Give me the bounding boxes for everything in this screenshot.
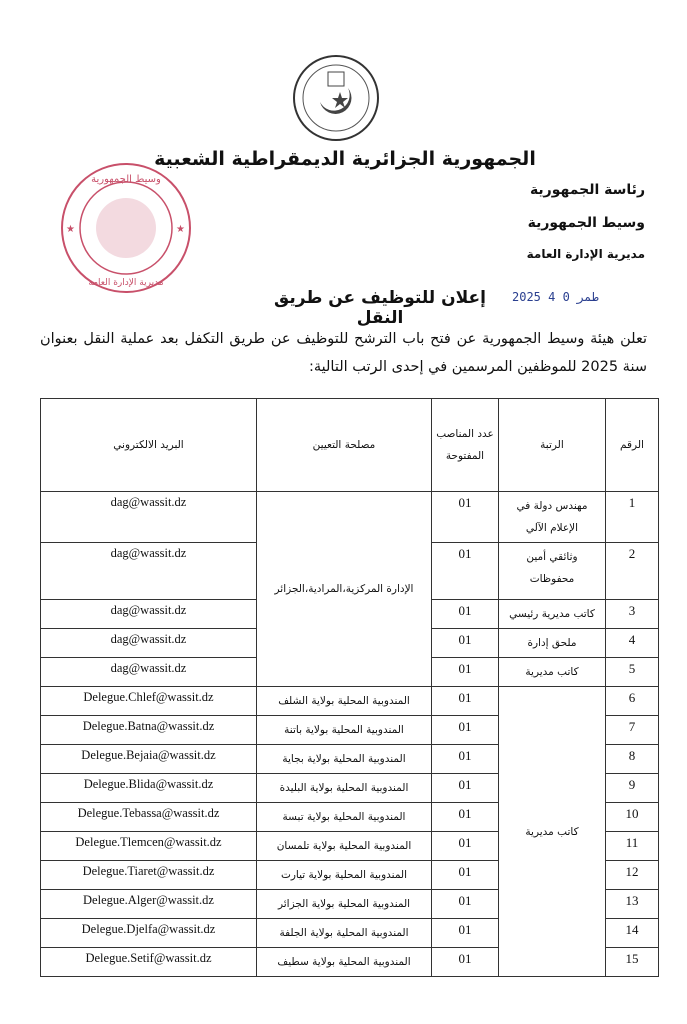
svg-text:مديرية الإدارة العامة: مديرية الإدارة العامة bbox=[88, 278, 164, 288]
row-count: 01 bbox=[432, 774, 499, 803]
row-number: 1 bbox=[606, 492, 659, 543]
national-emblem-icon bbox=[290, 52, 382, 144]
row-service: المندوبية المحلية بولاية البليدة bbox=[257, 774, 432, 803]
row-count: 01 bbox=[432, 861, 499, 890]
row-grade: كاتب مديرية رئيسي bbox=[499, 600, 606, 629]
row-count: 01 bbox=[432, 745, 499, 774]
row-service: المندوبية المحلية بولاية الجزائر bbox=[257, 890, 432, 919]
row-email: Delegue.Tiaret@wassit.dz bbox=[41, 861, 257, 890]
row-number: 11 bbox=[606, 832, 659, 861]
row-grade: مهندس دولة في الإعلام الآلي bbox=[499, 492, 606, 543]
row-number: 5 bbox=[606, 658, 659, 687]
row-number: 12 bbox=[606, 861, 659, 890]
row-email: Delegue.Setif@wassit.dz bbox=[41, 948, 257, 977]
row-count: 01 bbox=[432, 919, 499, 948]
row-count: 01 bbox=[432, 687, 499, 716]
row-number: 9 bbox=[606, 774, 659, 803]
col-count: عدد المناصب المفتوحة bbox=[432, 399, 499, 492]
row-email: dag@wassit.dz bbox=[41, 492, 257, 543]
svg-text:وسيط الجمهورية: وسيط الجمهورية bbox=[91, 174, 161, 185]
row-service: المندوبية المحلية بولاية باتنة bbox=[257, 716, 432, 745]
announcement-title: إعلان للتوظيف عن طريق النقل bbox=[274, 288, 486, 328]
row-email: dag@wassit.dz bbox=[41, 629, 257, 658]
row-service: المندوبية المحلية بولاية بجاية bbox=[257, 745, 432, 774]
row-email: Delegue.Tlemcen@wassit.dz bbox=[41, 832, 257, 861]
org-mediator: وسيط الجمهورية bbox=[527, 215, 645, 231]
official-stamp bbox=[58, 160, 194, 296]
row-count: 01 bbox=[432, 600, 499, 629]
col-grade: الرتبة bbox=[499, 399, 606, 492]
col-email: البريد الالكتروني bbox=[41, 399, 257, 492]
row-grade: ملحق إدارة bbox=[499, 629, 606, 658]
row-grade: وثائقي أمين محفوظات bbox=[499, 543, 606, 600]
date-stamp: 2025 طمر 0 4 bbox=[512, 290, 599, 304]
positions-table bbox=[40, 398, 659, 977]
svg-text:★: ★ bbox=[176, 224, 185, 235]
row-number: 13 bbox=[606, 890, 659, 919]
row-number: 2 bbox=[606, 543, 659, 600]
row-number: 4 bbox=[606, 629, 659, 658]
row-count: 01 bbox=[432, 832, 499, 861]
row-number: 8 bbox=[606, 745, 659, 774]
org-directorate: مديرية الإدارة العامة bbox=[526, 247, 645, 261]
row-service: المندوبية المحلية بولاية تبسة bbox=[257, 803, 432, 832]
row-number: 15 bbox=[606, 948, 659, 977]
table-row bbox=[41, 687, 659, 716]
row-count: 01 bbox=[432, 543, 499, 600]
row-number: 14 bbox=[606, 919, 659, 948]
svg-text:★: ★ bbox=[66, 224, 75, 235]
row-service: المندوبية المحلية بولاية الشلف bbox=[257, 687, 432, 716]
row-email: dag@wassit.dz bbox=[41, 543, 257, 600]
row-number: 10 bbox=[606, 803, 659, 832]
table-header-row bbox=[41, 399, 659, 492]
republic-heading: الجمهورية الجزائرية الديمقراطية الشعبية bbox=[154, 148, 536, 170]
row-email: dag@wassit.dz bbox=[41, 658, 257, 687]
row-number: 7 bbox=[606, 716, 659, 745]
row-count: 01 bbox=[432, 716, 499, 745]
row-email: Delegue.Alger@wassit.dz bbox=[41, 890, 257, 919]
row-service: المندوبية المحلية بولاية تيارت bbox=[257, 861, 432, 890]
row-service: المندوبية المحلية بولاية سطيف bbox=[257, 948, 432, 977]
row-count: 01 bbox=[432, 629, 499, 658]
row-grade: كاتب مديرية bbox=[499, 687, 606, 977]
col-service: مصلحة التعيين bbox=[257, 399, 432, 492]
row-email: Delegue.Djelfa@wassit.dz bbox=[41, 919, 257, 948]
row-email: Delegue.Bejaia@wassit.dz bbox=[41, 745, 257, 774]
row-email: Delegue.Tebassa@wassit.dz bbox=[41, 803, 257, 832]
intro-paragraph: تعلن هيئة وسيط الجمهورية عن فتح باب الترشح للتوظيف عن طريق التكفل بعد عملية النقل بعنوان سنة 2025 للموظفين المرسمين في إحدى الرتب التالية: bbox=[40, 331, 647, 375]
row-number: 3 bbox=[606, 600, 659, 629]
row-count: 01 bbox=[432, 948, 499, 977]
row-count: 01 bbox=[432, 492, 499, 543]
row-grade: كاتب مديرية bbox=[499, 658, 606, 687]
row-email: Delegue.Batna@wassit.dz bbox=[41, 716, 257, 745]
row-email: Delegue.Chlef@wassit.dz bbox=[41, 687, 257, 716]
col-number: الرقم bbox=[606, 399, 659, 492]
table-row bbox=[41, 492, 659, 543]
row-service: الإدارة المركزية،المرادية،الجزائر bbox=[257, 492, 432, 687]
row-service: المندوبية المحلية بولاية الجلفة bbox=[257, 919, 432, 948]
org-presidency: رئاسة الجمهورية bbox=[529, 182, 645, 198]
row-number: 6 bbox=[606, 687, 659, 716]
row-service: المندوبية المحلية بولاية تلمسان bbox=[257, 832, 432, 861]
row-count: 01 bbox=[432, 890, 499, 919]
row-count: 01 bbox=[432, 803, 499, 832]
row-email: Delegue.Blida@wassit.dz bbox=[41, 774, 257, 803]
row-count: 01 bbox=[432, 658, 499, 687]
row-email: dag@wassit.dz bbox=[41, 600, 257, 629]
